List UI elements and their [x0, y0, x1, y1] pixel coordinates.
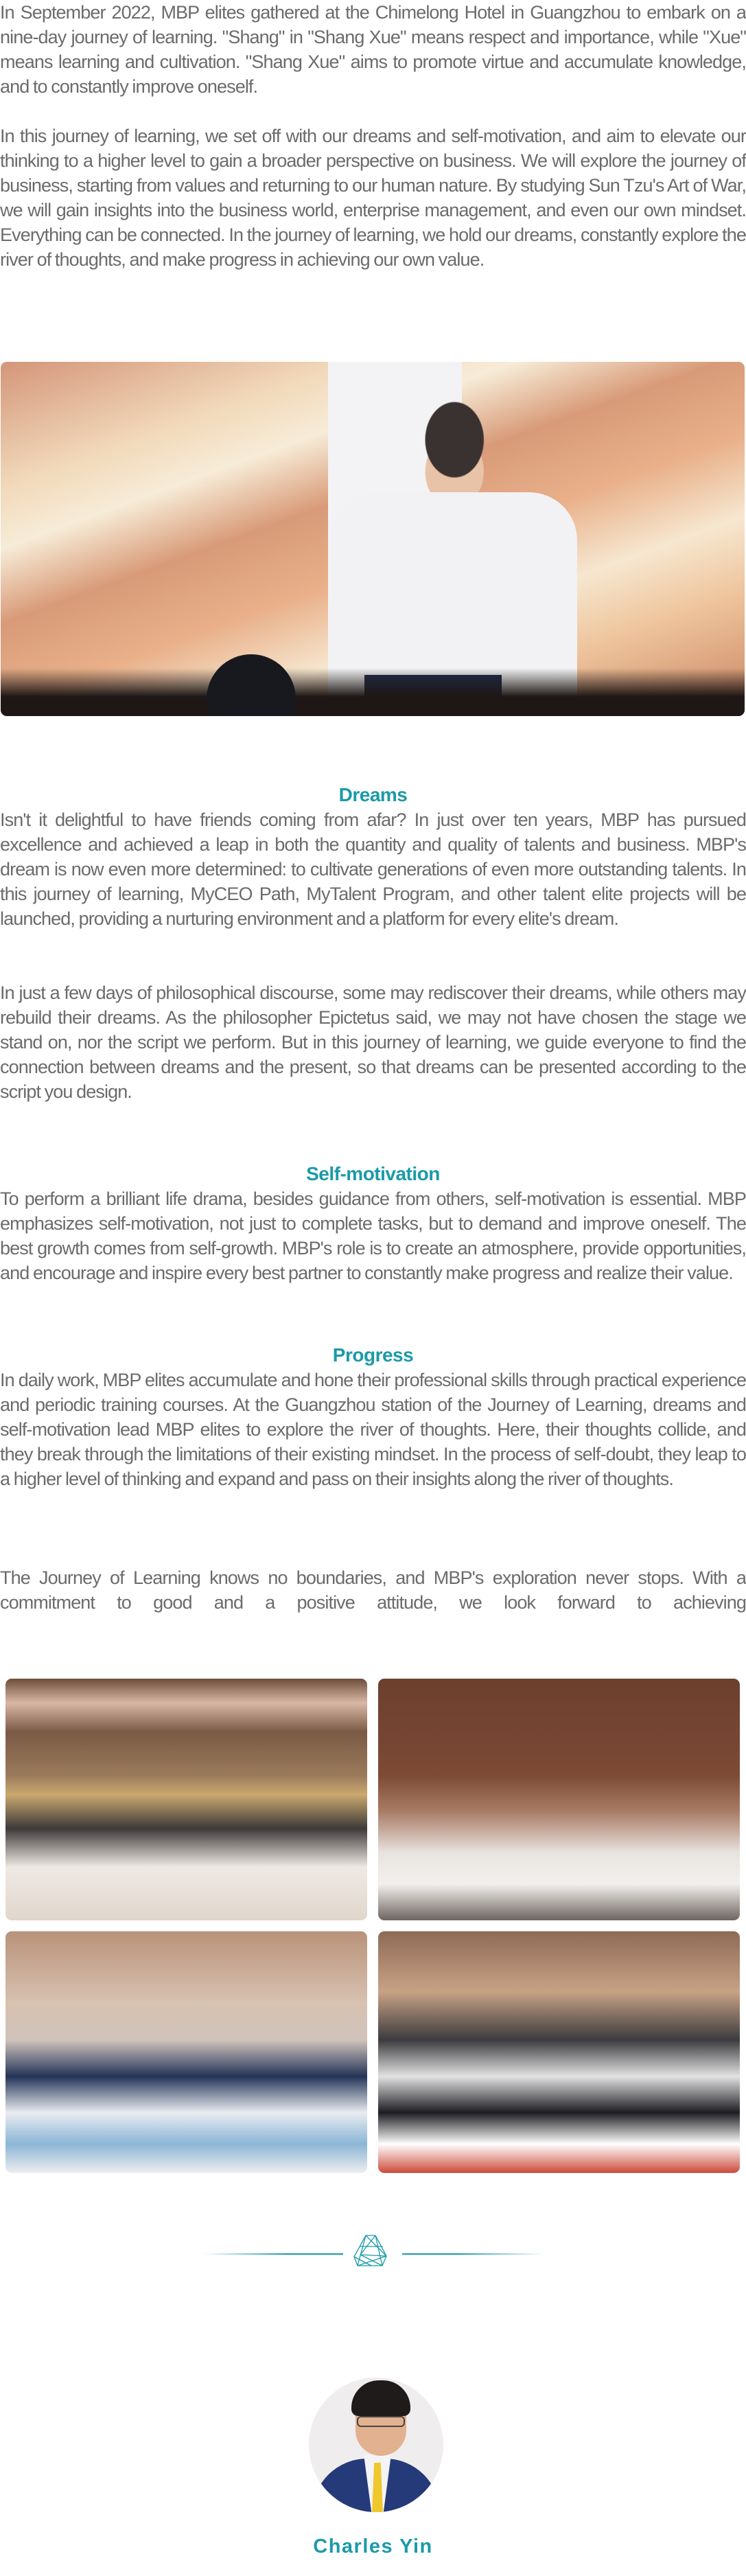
- author-name: Charles Yin: [313, 2535, 433, 2557]
- author-avatar: [309, 2378, 443, 2512]
- event-photo-attendees: [378, 1931, 740, 2173]
- stage-shadow: [1, 668, 745, 716]
- section-heading-self-motivation: Self-motivation: [306, 1163, 440, 1184]
- event-photo-ballroom: [5, 1679, 367, 1920]
- dreams-paragraph-1: Isn't it delightful to have friends coming from afar? In just over ten years, MBP has pursued excellence and achieved a leap in both the quantity and quality of talents and business. MBP's dream is now even more determined: to cultivate generations of even more outstanding talents. In this journey of learning, MyCEO Path, MyTalent Program, and other talent elite projects will be launched, providing a nurturing environment and a platform for every elite's dream.: [0, 809, 746, 929]
- progress-paragraph-1: In daily work, MBP elites accumulate and hone their professional skills through practical experience and periodic training courses. At the Guangzhou station of the Journey of Learning, dreams and self-motivation lead MBP elites to explore the river of thoughts. Here, their thoughts collide, and they break through the limitations of their existing mindset. In the process of self-doubt, they leap to a higher level of thinking and expand and pass on their insights along the river of thoughts.: [0, 1370, 746, 1489]
- section-heading-progress: Progress: [332, 1344, 414, 1366]
- progress-paragraph-2: The Journey of Learning knows no boundaries, and MBP's exploration never stops. With a commitment to good and a positive attitude, we look forward to achieving: [0, 1567, 746, 1613]
- main-speaker-photo: [1, 362, 745, 716]
- intro-paragraph-1: In September 2022, MBP elites gathered at the Chimelong Hotel in Guangzhou to embark on a nine-day journey of learning. "Shang" in "Shang Xue" means respect and importance, while "Xue" means learning and cultivation. "Shang Xue" aims to promote virtue and accumulate knowledge, and to constantly improve oneself.: [0, 2, 746, 97]
- self-motivation-paragraph: To perform a brilliant life drama, besides guidance from others, self-motivation is essential. MBP emphasizes self-motivation, not just to complete tasks, but to demand and improve oneself. The best growth comes from self-growth. MBP's role is to create an atmosphere, provide opportunities, and encourage and inspire every best partner to constantly make progress and realize their value.: [0, 1188, 746, 1283]
- event-photo-question: [378, 1679, 740, 1920]
- divider-line-left: [203, 2253, 343, 2255]
- avatar-glasses: [357, 2416, 405, 2427]
- avatar-hair: [351, 2380, 410, 2416]
- audience-head-silhouette: [207, 654, 296, 716]
- divider-line-right: [402, 2253, 544, 2255]
- dreams-paragraph-2: In just a few days of philosophical discourse, some may rediscover their dreams, while others may rebuild their dreams. As the philosopher Epictetus said, we may not have chosen the stage we stand on, nor the script we perform. But in this journey of learning, we guide everyone to find the connection between dreams and the present, so that dreams can be presented according to the script you design.: [0, 982, 746, 1102]
- intro-paragraph-2: In this journey of learning, we set off with our dreams and self-motivation, and aim to elevate our thinking to a higher level to gain a broader perspective on business. We will explore the journey of business, starting from values and returning to our human nature. By studying Sun Tzu's Art of War, we will gain insights into the business world, enterprise management, and even our own mindset. Everything can be connected. In the journey of learning, we hold our dreams, constantly explore the river of thoughts, and make progress in achieving our own value.: [0, 126, 746, 270]
- event-photo-speaker-seated: [5, 1931, 367, 2173]
- section-heading-dreams: Dreams: [338, 784, 408, 805]
- mbp-geometric-logo-icon: [353, 2234, 391, 2267]
